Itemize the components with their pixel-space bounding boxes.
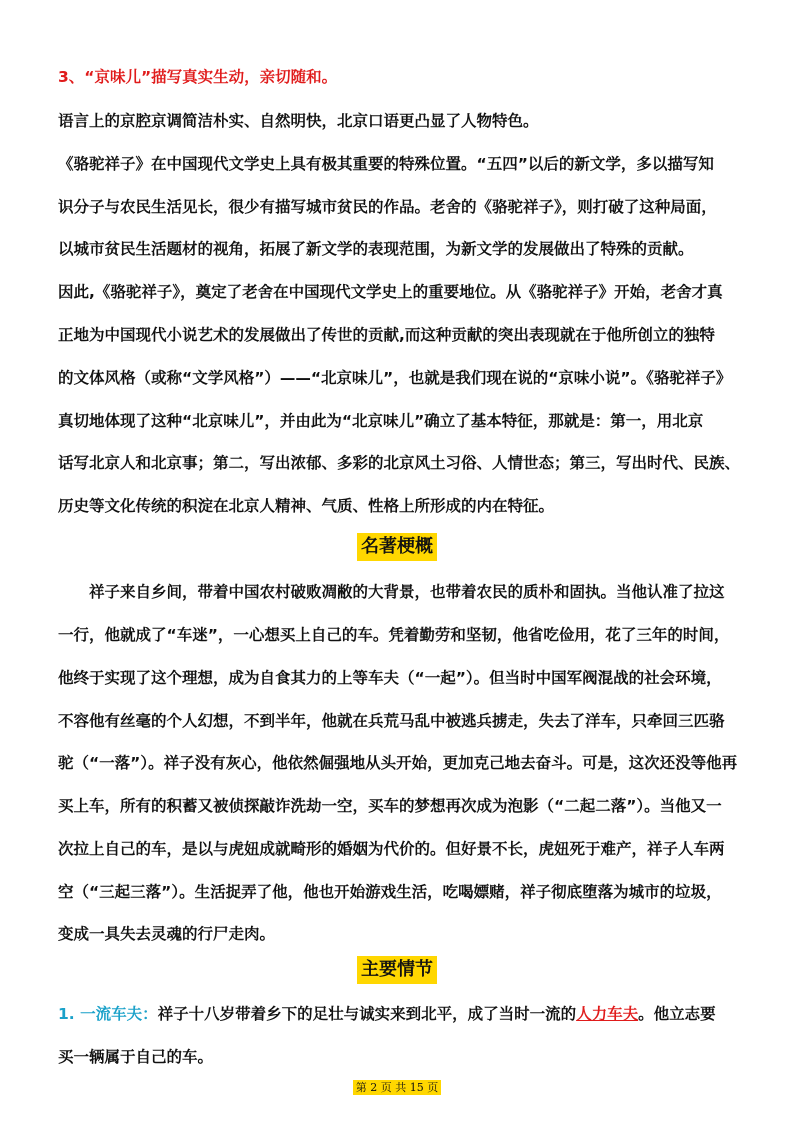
summary-line: 祥子来自乡间，带着中国农村破败凋敝的大背景，也带着农民的质朴和固执。当他认准了拉这 [89, 583, 725, 601]
plot-item-1 [58, 1004, 716, 1024]
paragraph-line: 正地为中国现代小说艺术的发展做出了传世的贡献,而这种贡献的突出表现就在于他所创立的独特 [58, 326, 715, 344]
page-footer [0, 1076, 794, 1095]
paragraph-line: 历史等文化传统的积淀在北京人精神、气质、性格上所形成的内在特征。 [58, 497, 555, 515]
paragraph-line: 真切地体现了这种“北京味儿”，并由此为“北京味儿”确立了基本特征，那就是：第一，用北京 [58, 412, 704, 430]
summary-line: 一行，他就成了“车迷”，一心想买上自己的车。凭着勤劳和坚韧，他省吃俭用，花了三年的时间， [58, 626, 730, 644]
summary-line: 空（“三起三落”）。生活捉弄了他，他也开始游戏生活，吃喝嫖赌，祥子彻底堕落为城市的垃圾， [58, 883, 722, 901]
plot-item-highlight: 人力车夫 [576, 1005, 639, 1023]
summary-heading [0, 533, 794, 561]
paragraph-line: 语言上的京腔京调简洁朴实、自然明快，北京口语更凸显了人物特色。 [58, 112, 539, 130]
plot-item-text: 祥子十八岁带着乡下的足壮与诚实来到北平，成了当时一流的 [157, 1005, 577, 1023]
plot-item-text-after: 。他立志要 [638, 1005, 716, 1023]
paragraph-line: 话写北京人和北京事；第二，写出浓郁、多彩的北京风土习俗、人情世态；第三，写出时代、民族、 [58, 454, 741, 472]
section-title: 3、“京味儿”描写真实生动，亲切随和。 [58, 68, 338, 86]
summary-line: 次拉上自己的车，是以与虎妞成就畸形的婚姻为代价的。但好景不长，虎妞死于难产，祥子人车两 [58, 840, 725, 858]
summary-line: 买上车，所有的积蓄又被侦探敲诈洗劫一空，买车的梦想再次成为泡影（“二起二落”）。当他又一 [58, 797, 722, 815]
paragraph-line: 的文体风格（或称“文学风格”）——“北京味儿”，也就是我们现在说的“京味小说”。《骆驼祥子》 [58, 369, 732, 387]
summary-line: 变成一具失去灵魂的行尸走肉。 [58, 925, 276, 943]
paragraph-line: 识分子与农民生活见长，很少有描写城市贫民的作品。老舍的《骆驼祥子》，则打破了这种局面， [58, 198, 717, 216]
summary-line: 他终于实现了这个理想，成为自食其力的上等车夫（“一起”）。但当时中国军阀混战的社会环境， [58, 669, 722, 687]
plot-item-label: 1. 一流车夫： [58, 1005, 158, 1023]
plot-heading-label: 主要情节 [357, 956, 437, 984]
summary-line: 不容他有丝毫的个人幻想，不到半年，他就在兵荒马乱中被逃兵掳走，失去了洋车，只牵回三匹骆 [58, 712, 725, 730]
plot-item-1-line2: 买一辆属于自己的车。 [58, 1048, 214, 1066]
paragraph-line: 《骆驼祥子》在中国现代文学史上具有极其重要的特殊位置。“五四”以后的新文学，多以描写知 [58, 155, 714, 173]
summary-heading-label: 名著梗概 [357, 533, 437, 561]
summary-line: 驼（“一落”）。祥子没有灰心，他依然倔强地从头开始，更加克己地去奋斗。可是，这次还没等他再 [58, 754, 738, 772]
plot-heading [0, 956, 794, 984]
paragraph-line: 因此,《骆驼祥子》，奠定了老舍在中国现代文学史上的重要地位。从《骆驼祥子》开始，老舍才真 [58, 283, 723, 301]
page-number: 第 2 页 共 15 页 [353, 1080, 441, 1095]
paragraph-line: 以城市贫民生活题材的视角，拓展了新文学的表现范围，为新文学的发展做出了特殊的贡献。 [58, 240, 694, 258]
